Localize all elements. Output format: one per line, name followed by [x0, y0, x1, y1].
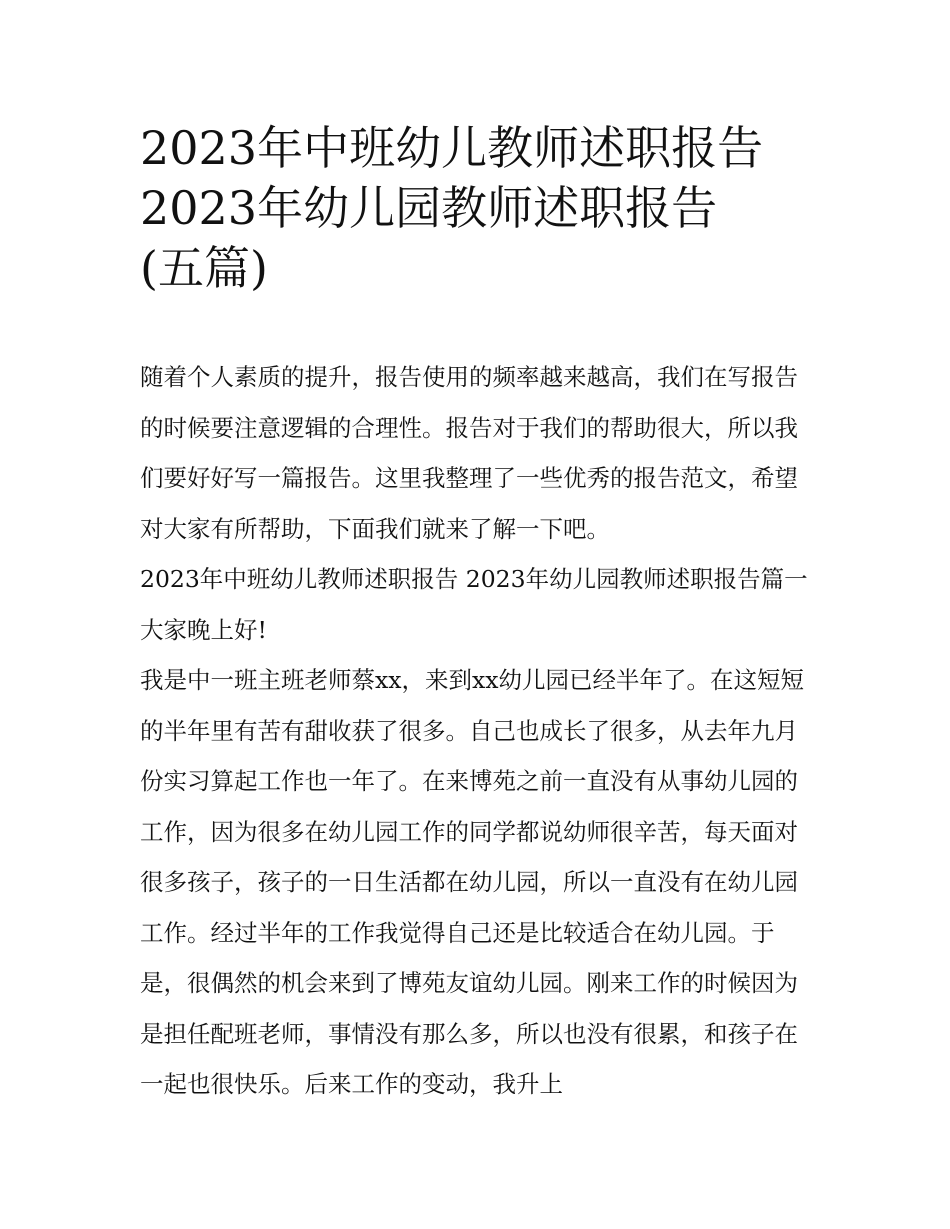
- report-paragraph: 我是中一班主班老师蔡xx，来到xx幼儿园已经半年了。在这短短的半年里有苦有甜收获了很多。自己也成长了很多，从去年九月份实习算起工作也一年了。在来博苑之前一直没有从事幼儿园的工作，因为很多在幼儿园工作的同学都说幼师很辛苦，每天面对很多孩子，孩子的一日生活都在幼儿园，所以一直没有在幼儿园工作。经过半年的工作我觉得自己还是比较适合在幼儿园。于是，很偶然的机会来到了博苑友谊幼儿园。刚来工作的时候因为是担任配班老师，事情没有那么多，所以也没有很累，和孩子在一起也很快乐。后来工作的变动，我升上: [140, 666, 805, 1098]
- section-heading-paragraph: 2023年中班幼儿教师述职报告 2023年幼儿园教师述职报告篇一 大家晚上好!: [140, 565, 808, 644]
- title-line-2: 2023年幼儿园教师述职报告: [140, 181, 718, 235]
- document-body: [140, 352, 812, 1110]
- title-line-1: 2023年中班幼儿教师述职报告: [140, 121, 764, 175]
- title-line-3: (五篇): [140, 241, 268, 295]
- document-title: [140, 118, 820, 298]
- intro-paragraph: 随着个人素质的提升，报告使用的频率越来越高，我们在写报告的时候要注意逻辑的合理性。报告对于我们的帮助很大，所以我们要好好写一篇报告。这里我整理了一些优秀的报告范文，希望对大家有所帮助，下面我们就来了解一下吧。: [140, 363, 798, 543]
